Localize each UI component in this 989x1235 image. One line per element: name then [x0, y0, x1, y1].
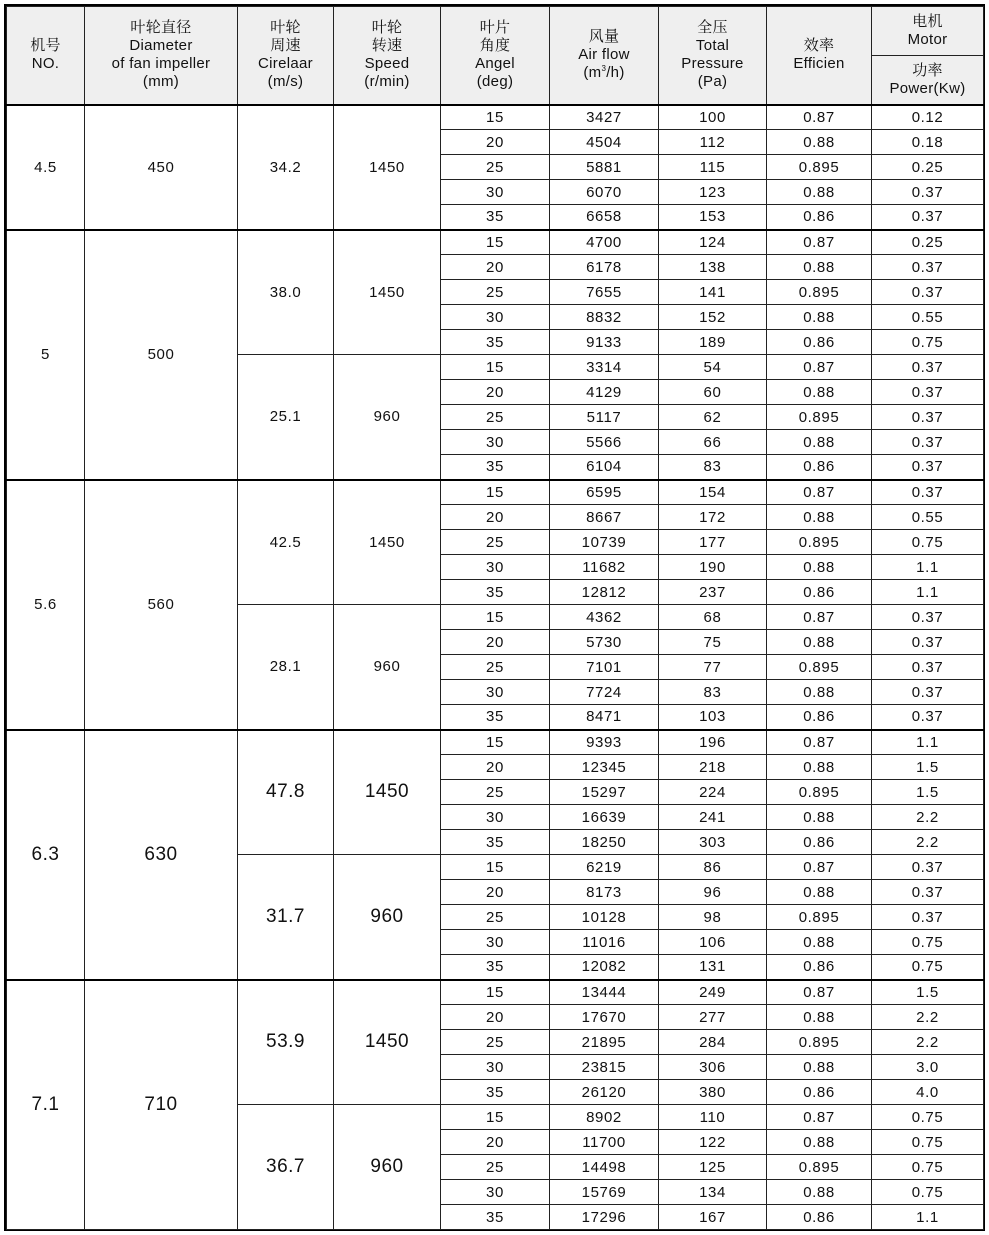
pressure-cell: 141	[659, 280, 767, 305]
header-diameter: 叶轮直径 Diameter of fan impeller (mm)	[85, 7, 238, 105]
airflow-cell: 4129	[550, 380, 659, 405]
peripheral-speed-cell: 38.0	[238, 230, 334, 355]
pressure-cell: 125	[659, 1155, 767, 1180]
airflow-cell: 8667	[550, 505, 659, 530]
blade-angle-cell: 35	[441, 705, 550, 730]
blade-angle-cell: 15	[441, 230, 550, 255]
blade-angle-cell: 15	[441, 355, 550, 380]
power-cell: 0.75	[872, 1155, 984, 1180]
pressure-cell: 249	[659, 980, 767, 1005]
header-no: 机号 NO.	[7, 7, 85, 105]
efficiency-cell: 0.88	[767, 1055, 872, 1080]
impeller-diameter-cell: 710	[85, 980, 238, 1230]
blade-angle-cell: 20	[441, 130, 550, 155]
efficiency-cell: 0.86	[767, 1080, 872, 1105]
header-blade-angle: 叶片 角度 Angel (deg)	[441, 7, 550, 105]
power-cell: 0.37	[872, 355, 984, 380]
power-cell: 2.2	[872, 1030, 984, 1055]
pressure-cell: 131	[659, 955, 767, 980]
blade-angle-cell: 15	[441, 1105, 550, 1130]
power-cell: 3.0	[872, 1055, 984, 1080]
pressure-cell: 86	[659, 855, 767, 880]
impeller-diameter-cell: 630	[85, 730, 238, 980]
blade-angle-cell: 20	[441, 755, 550, 780]
airflow-cell: 21895	[550, 1030, 659, 1055]
efficiency-cell: 0.88	[767, 805, 872, 830]
airflow-cell: 17670	[550, 1005, 659, 1030]
power-cell: 1.1	[872, 555, 984, 580]
power-cell: 1.1	[872, 730, 984, 755]
pressure-cell: 153	[659, 205, 767, 230]
rotation-speed-cell: 960	[334, 1105, 441, 1230]
rotation-speed-cell: 1450	[334, 730, 441, 855]
efficiency-cell: 0.86	[767, 330, 872, 355]
blade-angle-cell: 30	[441, 305, 550, 330]
pressure-cell: 122	[659, 1130, 767, 1155]
pressure-cell: 224	[659, 780, 767, 805]
airflow-cell: 3427	[550, 105, 659, 130]
power-cell: 0.55	[872, 305, 984, 330]
efficiency-cell: 0.88	[767, 755, 872, 780]
pressure-cell: 154	[659, 480, 767, 505]
efficiency-cell: 0.895	[767, 155, 872, 180]
pressure-cell: 167	[659, 1205, 767, 1230]
airflow-cell: 14498	[550, 1155, 659, 1180]
power-cell: 4.0	[872, 1080, 984, 1105]
rotation-speed-cell: 960	[334, 855, 441, 980]
power-cell: 0.55	[872, 505, 984, 530]
blade-angle-cell: 30	[441, 805, 550, 830]
blade-angle-cell: 30	[441, 1180, 550, 1205]
power-cell: 1.1	[872, 580, 984, 605]
airflow-cell: 8471	[550, 705, 659, 730]
peripheral-speed-cell: 42.5	[238, 480, 334, 605]
blade-angle-cell: 20	[441, 880, 550, 905]
power-cell: 0.37	[872, 180, 984, 205]
pressure-cell: 196	[659, 730, 767, 755]
pressure-cell: 237	[659, 580, 767, 605]
power-cell: 0.37	[872, 480, 984, 505]
pressure-cell: 303	[659, 830, 767, 855]
efficiency-cell: 0.895	[767, 655, 872, 680]
pressure-cell: 75	[659, 630, 767, 655]
table-row	[7, 730, 984, 755]
airflow-cell: 15769	[550, 1180, 659, 1205]
header-power: 功率 Power(Kw)	[872, 56, 984, 105]
airflow-cell: 10739	[550, 530, 659, 555]
efficiency-cell: 0.88	[767, 1005, 872, 1030]
airflow-cell: 10128	[550, 905, 659, 930]
airflow-cell: 5881	[550, 155, 659, 180]
airflow-cell: 7101	[550, 655, 659, 680]
efficiency-cell: 0.87	[767, 105, 872, 130]
efficiency-cell: 0.86	[767, 1205, 872, 1230]
airflow-cell: 3314	[550, 355, 659, 380]
efficiency-cell: 0.87	[767, 230, 872, 255]
peripheral-speed-cell: 34.2	[238, 105, 334, 230]
blade-angle-cell: 20	[441, 1005, 550, 1030]
pressure-cell: 241	[659, 805, 767, 830]
rotation-speed-cell: 1450	[334, 480, 441, 605]
blade-angle-cell: 30	[441, 1055, 550, 1080]
pressure-cell: 284	[659, 1030, 767, 1055]
efficiency-cell: 0.87	[767, 980, 872, 1005]
blade-angle-cell: 35	[441, 955, 550, 980]
pressure-cell: 106	[659, 930, 767, 955]
blade-angle-cell: 25	[441, 655, 550, 680]
model-no-cell: 5	[7, 230, 85, 480]
rotation-speed-cell: 1450	[334, 105, 441, 230]
efficiency-cell: 0.895	[767, 405, 872, 430]
efficiency-cell: 0.88	[767, 880, 872, 905]
airflow-cell: 6104	[550, 455, 659, 480]
spec-table-frame	[4, 4, 985, 1231]
header-efficiency: 效率 Efficien	[767, 7, 872, 105]
pressure-cell: 112	[659, 130, 767, 155]
header-motor: 电机 Motor	[872, 7, 984, 56]
model-no-cell: 6.3	[7, 730, 85, 980]
rotation-speed-cell: 1450	[334, 230, 441, 355]
pressure-cell: 277	[659, 1005, 767, 1030]
pressure-cell: 306	[659, 1055, 767, 1080]
model-no-cell: 7.1	[7, 980, 85, 1230]
power-cell: 0.25	[872, 230, 984, 255]
airflow-cell: 4700	[550, 230, 659, 255]
airflow-cell: 18250	[550, 830, 659, 855]
power-cell: 0.37	[872, 405, 984, 430]
power-cell: 0.75	[872, 1105, 984, 1130]
impeller-diameter-cell: 500	[85, 230, 238, 480]
efficiency-cell: 0.88	[767, 430, 872, 455]
power-cell: 0.37	[872, 205, 984, 230]
blade-angle-cell: 20	[441, 1130, 550, 1155]
efficiency-cell: 0.87	[767, 355, 872, 380]
power-cell: 2.2	[872, 1005, 984, 1030]
blade-angle-cell: 15	[441, 980, 550, 1005]
peripheral-speed-cell: 31.7	[238, 855, 334, 980]
pressure-cell: 110	[659, 1105, 767, 1130]
power-cell: 0.37	[872, 455, 984, 480]
peripheral-speed-cell: 47.8	[238, 730, 334, 855]
efficiency-cell: 0.88	[767, 630, 872, 655]
efficiency-cell: 0.895	[767, 780, 872, 805]
power-cell: 2.2	[872, 830, 984, 855]
fan-spec-table	[6, 6, 984, 1230]
airflow-cell: 6658	[550, 205, 659, 230]
airflow-cell: 7724	[550, 680, 659, 705]
blade-angle-cell: 25	[441, 280, 550, 305]
airflow-cell: 5117	[550, 405, 659, 430]
rotation-speed-cell: 960	[334, 355, 441, 480]
pressure-cell: 96	[659, 880, 767, 905]
peripheral-speed-cell: 53.9	[238, 980, 334, 1105]
blade-angle-cell: 15	[441, 855, 550, 880]
blade-angle-cell: 30	[441, 930, 550, 955]
airflow-cell: 16639	[550, 805, 659, 830]
pressure-cell: 218	[659, 755, 767, 780]
pressure-cell: 62	[659, 405, 767, 430]
airflow-cell: 9393	[550, 730, 659, 755]
power-cell: 1.1	[872, 1205, 984, 1230]
blade-angle-cell: 25	[441, 780, 550, 805]
efficiency-cell: 0.88	[767, 380, 872, 405]
airflow-cell: 17296	[550, 1205, 659, 1230]
pressure-cell: 134	[659, 1180, 767, 1205]
peripheral-speed-cell: 25.1	[238, 355, 334, 480]
efficiency-cell: 0.88	[767, 255, 872, 280]
pressure-cell: 380	[659, 1080, 767, 1105]
power-cell: 0.37	[872, 680, 984, 705]
airflow-cell: 8832	[550, 305, 659, 330]
power-cell: 1.5	[872, 780, 984, 805]
airflow-cell: 6178	[550, 255, 659, 280]
efficiency-cell: 0.86	[767, 830, 872, 855]
airflow-cell: 6219	[550, 855, 659, 880]
pressure-cell: 189	[659, 330, 767, 355]
airflow-cell: 7655	[550, 280, 659, 305]
efficiency-cell: 0.88	[767, 305, 872, 330]
airflow-cell: 4362	[550, 605, 659, 630]
power-cell: 0.75	[872, 530, 984, 555]
pressure-cell: 68	[659, 605, 767, 630]
airflow-cell: 5566	[550, 430, 659, 455]
impeller-diameter-cell: 560	[85, 480, 238, 730]
efficiency-cell: 0.86	[767, 205, 872, 230]
pressure-cell: 83	[659, 455, 767, 480]
airflow-cell: 9133	[550, 330, 659, 355]
efficiency-cell: 0.895	[767, 1030, 872, 1055]
blade-angle-cell: 35	[441, 205, 550, 230]
efficiency-cell: 0.895	[767, 530, 872, 555]
power-cell: 0.75	[872, 1180, 984, 1205]
efficiency-cell: 0.87	[767, 1105, 872, 1130]
pressure-cell: 172	[659, 505, 767, 530]
table-row	[7, 980, 984, 1005]
table-row	[7, 480, 984, 505]
efficiency-cell: 0.88	[767, 555, 872, 580]
efficiency-cell: 0.86	[767, 580, 872, 605]
power-cell: 0.75	[872, 330, 984, 355]
pressure-cell: 103	[659, 705, 767, 730]
blade-angle-cell: 25	[441, 1030, 550, 1055]
blade-angle-cell: 30	[441, 555, 550, 580]
airflow-cell: 13444	[550, 980, 659, 1005]
airflow-cell: 12812	[550, 580, 659, 605]
pressure-cell: 123	[659, 180, 767, 205]
airflow-cell: 8902	[550, 1105, 659, 1130]
blade-angle-cell: 35	[441, 830, 550, 855]
power-cell: 0.37	[872, 705, 984, 730]
blade-angle-cell: 30	[441, 430, 550, 455]
efficiency-cell: 0.87	[767, 730, 872, 755]
table-row	[7, 230, 984, 255]
efficiency-cell: 0.88	[767, 930, 872, 955]
pressure-cell: 138	[659, 255, 767, 280]
pressure-cell: 60	[659, 380, 767, 405]
blade-angle-cell: 30	[441, 680, 550, 705]
blade-angle-cell: 30	[441, 180, 550, 205]
power-cell: 2.2	[872, 805, 984, 830]
pressure-cell: 100	[659, 105, 767, 130]
airflow-cell: 4504	[550, 130, 659, 155]
efficiency-cell: 0.88	[767, 1130, 872, 1155]
rotation-speed-cell: 1450	[334, 980, 441, 1105]
pressure-cell: 98	[659, 905, 767, 930]
airflow-cell: 26120	[550, 1080, 659, 1105]
airflow-cell: 12345	[550, 755, 659, 780]
efficiency-cell: 0.87	[767, 480, 872, 505]
table-body	[7, 105, 984, 1230]
blade-angle-cell: 20	[441, 630, 550, 655]
efficiency-cell: 0.895	[767, 280, 872, 305]
blade-angle-cell: 15	[441, 480, 550, 505]
power-cell: 0.18	[872, 130, 984, 155]
pressure-cell: 54	[659, 355, 767, 380]
power-cell: 0.75	[872, 955, 984, 980]
airflow-cell: 11016	[550, 930, 659, 955]
efficiency-cell: 0.895	[767, 905, 872, 930]
header-rotation-speed: 叶轮 转速 Speed (r/min)	[334, 7, 441, 105]
power-cell: 0.75	[872, 930, 984, 955]
blade-angle-cell: 15	[441, 730, 550, 755]
efficiency-cell: 0.895	[767, 1155, 872, 1180]
airflow-cell: 15297	[550, 780, 659, 805]
power-cell: 1.5	[872, 980, 984, 1005]
pressure-cell: 124	[659, 230, 767, 255]
power-cell: 0.37	[872, 630, 984, 655]
blade-angle-cell: 25	[441, 905, 550, 930]
airflow-cell: 11700	[550, 1130, 659, 1155]
pressure-cell: 152	[659, 305, 767, 330]
power-cell: 0.12	[872, 105, 984, 130]
efficiency-cell: 0.88	[767, 180, 872, 205]
power-cell: 0.25	[872, 155, 984, 180]
pressure-cell: 177	[659, 530, 767, 555]
model-no-cell: 4.5	[7, 105, 85, 230]
blade-angle-cell: 25	[441, 155, 550, 180]
power-cell: 0.37	[872, 430, 984, 455]
power-cell: 0.37	[872, 280, 984, 305]
power-cell: 0.37	[872, 605, 984, 630]
efficiency-cell: 0.86	[767, 705, 872, 730]
efficiency-cell: 0.87	[767, 855, 872, 880]
pressure-cell: 115	[659, 155, 767, 180]
header-total-pressure: 全压 Total Pressure (Pa)	[659, 7, 767, 105]
model-no-cell: 5.6	[7, 480, 85, 730]
efficiency-cell: 0.88	[767, 130, 872, 155]
airflow-cell: 23815	[550, 1055, 659, 1080]
airflow-cell: 12082	[550, 955, 659, 980]
efficiency-cell: 0.86	[767, 455, 872, 480]
power-cell: 0.37	[872, 905, 984, 930]
power-cell: 0.37	[872, 655, 984, 680]
blade-angle-cell: 25	[441, 530, 550, 555]
impeller-diameter-cell: 450	[85, 105, 238, 230]
blade-angle-cell: 15	[441, 605, 550, 630]
power-cell: 0.37	[872, 255, 984, 280]
pressure-cell: 83	[659, 680, 767, 705]
blade-angle-cell: 25	[441, 1155, 550, 1180]
airflow-cell: 6070	[550, 180, 659, 205]
efficiency-cell: 0.87	[767, 605, 872, 630]
power-cell: 0.75	[872, 1130, 984, 1155]
airflow-cell: 6595	[550, 480, 659, 505]
power-cell: 0.37	[872, 855, 984, 880]
airflow-cell: 11682	[550, 555, 659, 580]
pressure-cell: 66	[659, 430, 767, 455]
header-peripheral-speed: 叶轮 周速 Cirelaar (m/s)	[238, 7, 334, 105]
blade-angle-cell: 25	[441, 405, 550, 430]
peripheral-speed-cell: 28.1	[238, 605, 334, 730]
blade-angle-cell: 35	[441, 580, 550, 605]
pressure-cell: 190	[659, 555, 767, 580]
table-header	[7, 7, 984, 105]
pressure-cell: 77	[659, 655, 767, 680]
blade-angle-cell: 20	[441, 380, 550, 405]
power-cell: 1.5	[872, 755, 984, 780]
power-cell: 0.37	[872, 380, 984, 405]
blade-angle-cell: 20	[441, 505, 550, 530]
efficiency-cell: 0.88	[767, 505, 872, 530]
table-row	[7, 105, 984, 130]
blade-angle-cell: 35	[441, 455, 550, 480]
rotation-speed-cell: 960	[334, 605, 441, 730]
blade-angle-cell: 35	[441, 1205, 550, 1230]
power-cell: 0.37	[872, 880, 984, 905]
efficiency-cell: 0.88	[767, 680, 872, 705]
blade-angle-cell: 35	[441, 330, 550, 355]
blade-angle-cell: 15	[441, 105, 550, 130]
blade-angle-cell: 20	[441, 255, 550, 280]
blade-angle-cell: 35	[441, 1080, 550, 1105]
efficiency-cell: 0.88	[767, 1180, 872, 1205]
airflow-cell: 8173	[550, 880, 659, 905]
efficiency-cell: 0.86	[767, 955, 872, 980]
peripheral-speed-cell: 36.7	[238, 1105, 334, 1230]
airflow-cell: 5730	[550, 630, 659, 655]
header-airflow: 风量 Air flow $(m^3/h)$	[550, 7, 659, 105]
